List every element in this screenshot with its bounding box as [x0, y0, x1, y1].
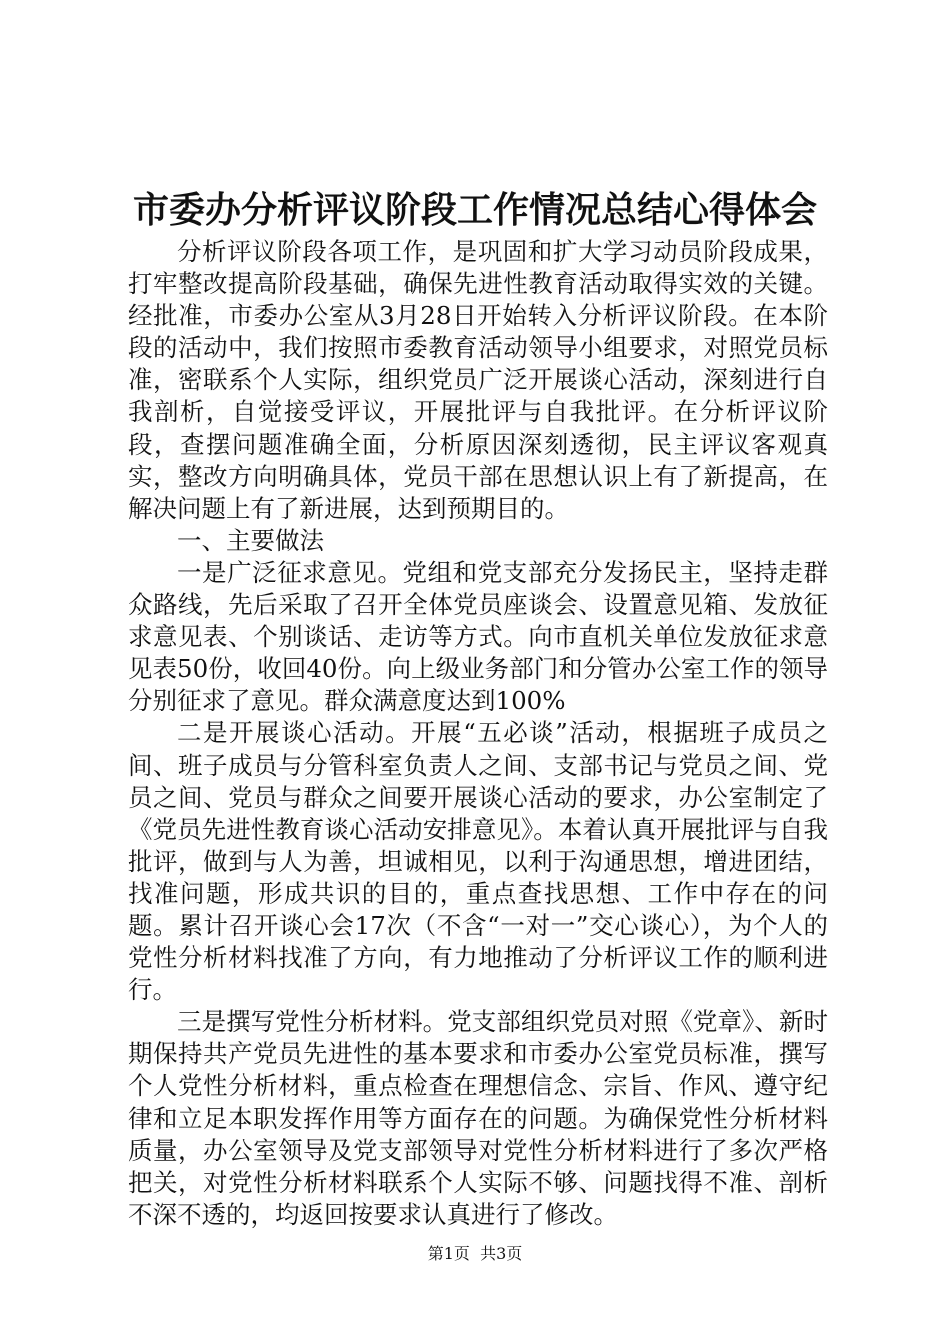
document-body: [128, 236, 828, 1231]
page-number-footer: 第1页 共3页: [427, 1244, 523, 1263]
section-heading-main-methods: 一、主要做法: [177, 525, 324, 555]
paragraph-heart-to-heart-talks: 二是开展谈心活动。开展“五必谈”活动，根据班子成员之间、班子成员与分管科室负责人之间、支部书记与党员之间、党员之间、党员与群众之间要开展谈心活动的要求，办公室制定了《党员先进性教育谈心活动安排意见》。本着认真开展批评与自我批评，做到与人为善，坦诚相见，以利于沟通思想，增进团结，找准问题，形成共识的目的，重点查找思想、工作中存在的问题。累计召开谈心会17次（不含“一对一”交心谈心），为个人的党性分析材料找准了方向，有力地推动了分析评议工作的顺利进行。: [128, 718, 828, 1005]
document-title: 市委办分析评议阶段工作情况总结心得体会: [132, 189, 817, 231]
intro-paragraph: 分析评议阶段各项工作，是巩固和扩大学习动员阶段成果，打牢整改提高阶段基础，确保先进性教育活动取得实效的关键。经批准，市委办公室从3月28日开始转入分析评议阶段。在本阶段的活动中，我们按照市委教育活动领导小组要求，对照党员标准，密联系个人实际，组织党员广泛开展谈心活动，深刻进行自我剖析，自觉接受评议，开展批评与自我批评。在分析评议阶段，查摆问题准确全面，分析原因深刻透彻，民主评议客观真实，整改方向明确具体，党员干部在思想认识上有了新提高，在解决问题上有了新进展，达到预期目的。: [128, 237, 828, 523]
paragraph-party-analysis-materials: 三是撰写党性分析材料。党支部组织党员对照《党章》、新时期保持共产党员先进性的基本要求和市委办公室党员标准，撰写个人党性分析材料，重点检查在理想信念、宗旨、作风、遵守纪律和立足本职发挥作用等方面存在的问题。为确保党性分析材料质量，办公室领导及党支部领导对党性分析材料进行了多次严格把关，对党性分析材料联系个人实际不够、问题找得不准、剖析不深不透的，均返回按要求认真进行了修改。: [128, 1007, 828, 1229]
paragraph-solicit-opinions: 一是广泛征求意见。党组和党支部充分发扬民主，坚持走群众路线，先后采取了召开全体党员座谈会、设置意见箱、发放征求意见表、个别谈话、走访等方式。向市直机关单位发放征求意见表50份，收回40份。向上级业务部门和分管办公室工作的领导分别征求了意见。群众满意度达到100%: [128, 557, 828, 716]
